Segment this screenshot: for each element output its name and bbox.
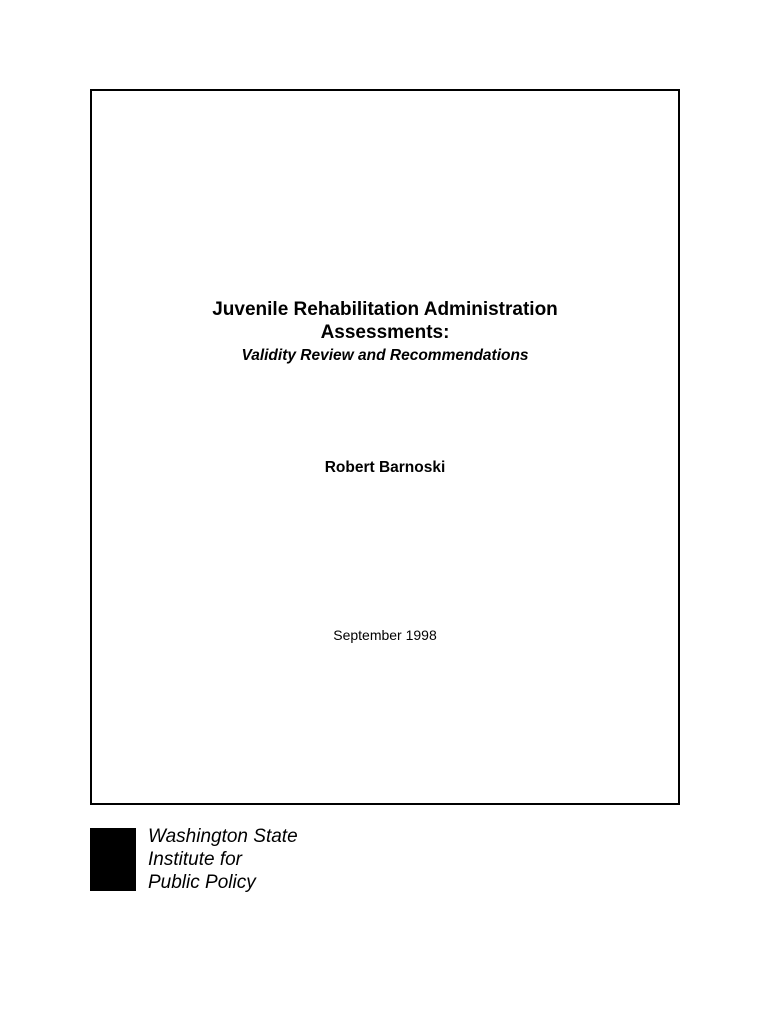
author-name: Robert Barnoski	[324, 459, 446, 476]
institute-name-line-2: Institute for	[148, 849, 242, 870]
institute-name	[148, 825, 298, 894]
institute-name-line-3: Public Policy	[148, 872, 256, 893]
report-title-line-2: Assessments:	[320, 322, 450, 343]
title-block	[92, 298, 678, 366]
publication-date: September 1998	[333, 627, 437, 643]
institute-name-line-1: Washington State	[148, 826, 298, 847]
report-title-line-1: Juvenile Rehabilitation Administration	[212, 299, 558, 320]
cover-frame	[90, 89, 680, 805]
report-subtitle: Validity Review and Recommendations	[241, 347, 529, 364]
institute-logo-square	[90, 828, 136, 891]
